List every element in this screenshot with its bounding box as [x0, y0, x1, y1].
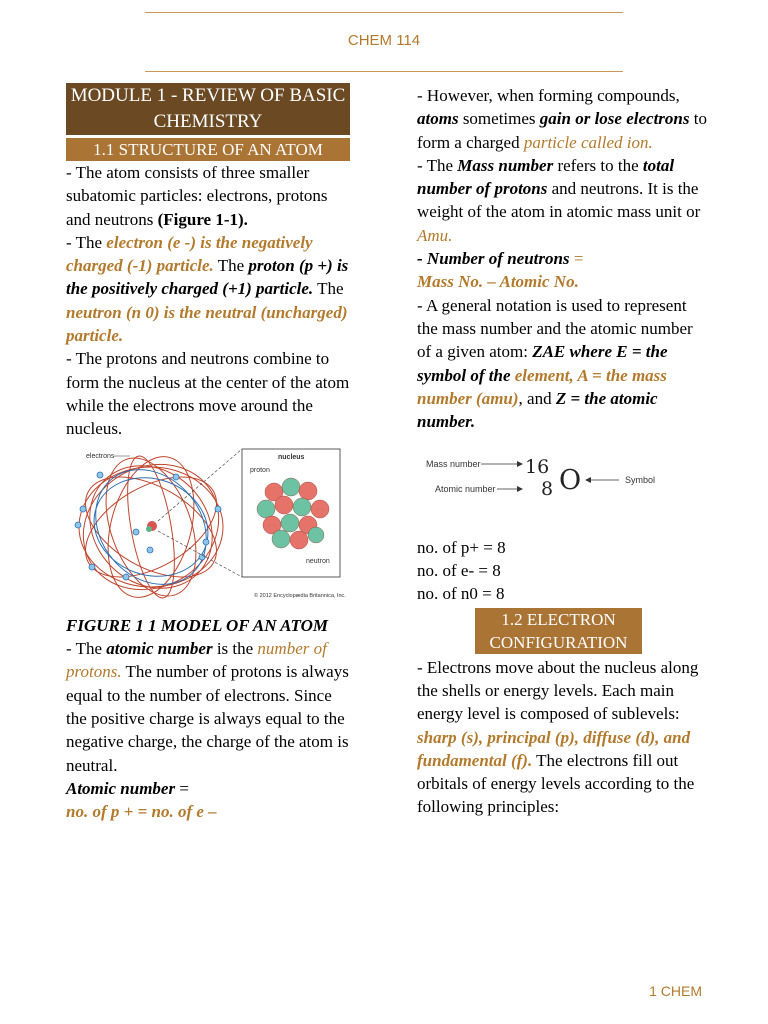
gain-lose-term: gain or lose electrons — [539, 109, 690, 129]
page-header-title: CHEM 114 — [347, 32, 421, 49]
header-rule-top — [145, 12, 623, 13]
paragraph-atomic-number — [66, 637, 356, 777]
text: , and — [518, 388, 556, 408]
paragraph-electron-configuration — [417, 656, 707, 819]
zae-definition: ZAE where E = the symbol of the — [417, 342, 668, 385]
text: The electrons fill out orbitals of energy levels according to the following principles: — [417, 750, 695, 817]
paragraph-atom-particles — [66, 161, 356, 231]
figure-caption: FIGURE 1 1 MODEL OF AN ATOM — [66, 615, 328, 635]
text: to form a charged — [417, 109, 707, 152]
atomic-number-equation-label — [66, 777, 356, 800]
amu-term: Amu. — [417, 225, 453, 245]
symbol-label: Symbol — [625, 475, 656, 486]
text: - The — [66, 232, 107, 252]
total-protons-term: total number of protons — [417, 155, 675, 199]
neutrons-formula: Mass No. – Atomic No. — [417, 272, 579, 292]
count-protons: no. of p+ = 8 — [417, 537, 506, 557]
sublevels-term: sharp (s), principal (p), diffuse (d), and fundamental (f). — [417, 727, 691, 770]
atomic-number-definition: Z = the atomic number. — [417, 388, 658, 432]
atomic-number-term: atomic number — [106, 639, 213, 659]
label-electrons: electrons — [86, 452, 115, 460]
number-of-protons-term: number of protons. — [66, 639, 327, 682]
section-title-electron-configuration: 1.2 ELECTRON CONFIGURATION — [475, 608, 642, 654]
mass-number-label: Mass number — [426, 459, 481, 470]
ion-term: particle called ion. — [523, 132, 653, 152]
label-nucleus: nucleus — [278, 453, 305, 461]
text: is the — [212, 639, 258, 659]
text: The number of protons is always equal to the number of electrons. Since the positive charge is always equal to the negative charge, the charge of the atom is neutral. — [66, 662, 349, 775]
label-neutron: neutron — [306, 557, 330, 565]
mass-number-value: 16 — [525, 456, 550, 479]
equals-sign: = — [175, 778, 189, 798]
text: - The — [417, 155, 458, 175]
label-proton: proton — [250, 466, 270, 474]
nucleus-small — [146, 521, 157, 532]
text: sometimes — [458, 109, 540, 129]
atomic-number-label: Atomic number — [435, 484, 496, 495]
atom-model-figure — [66, 447, 356, 602]
module-title: MODULE 1 - REVIEW OF BASIC CHEMISTRY — [66, 83, 350, 135]
text: - A general notation is used to represent the mass number and the atomic number of a given atom: — [417, 295, 693, 362]
mass-number-term: Mass number — [457, 155, 554, 175]
text: The — [213, 256, 249, 276]
figure-copyright: © 2012 Encyclopædia Britannica, Inc. — [254, 592, 346, 599]
atomic-number-formula: no. of p + = no. of e – — [66, 802, 217, 822]
paragraph-notation — [417, 294, 707, 434]
count-neutrons: no. of n0 = 8 — [417, 584, 505, 604]
paragraph-ions — [417, 84, 707, 154]
section-title-structure-of-atom: 1.1 STRUCTURE OF AN ATOM — [66, 138, 350, 161]
neutron-definition: neutron (n 0) is the neutral (uncharged) particle. — [66, 302, 348, 346]
figure-reference: (Figure 1-1). — [157, 209, 248, 229]
text: - However, when forming compounds, — [417, 86, 680, 105]
right-column — [417, 84, 707, 819]
paragraph-particle-charges — [66, 231, 356, 347]
isotope-notation-figure — [417, 451, 677, 501]
text: - Electrons move about the nucleus along the shells or energy levels. Each main energy level is composed of sublevels: — [417, 657, 699, 724]
text: and neutrons. It is the weight of the atom in atomic mass unit or — [417, 179, 701, 222]
equals-sign: = — [569, 249, 584, 269]
count-electrons: no. of e- = 8 — [417, 561, 501, 581]
text: The — [313, 279, 344, 299]
text: - The atom consists of three smaller subatomic particles: electrons, protons and neutrons — [66, 163, 328, 229]
paragraph-nucleus: - The protons and neutrons combine to form the nucleus at the center of the atom while the electrons move around the nucleus. — [66, 349, 350, 439]
text: - The — [66, 639, 107, 659]
element-mass-definition: element, A = the mass number (amu) — [417, 365, 667, 408]
left-column — [66, 83, 356, 824]
electron-definition: electron (e -) is the negatively charged (-1) particle. — [66, 232, 313, 276]
atomic-number-value: 8 — [541, 478, 554, 501]
atomic-number-label: Atomic number — [66, 778, 176, 798]
text: refers to the — [553, 155, 643, 175]
element-symbol: O — [559, 465, 582, 497]
proton-definition: proton (p +) is the positively charged (+1) particle. — [66, 256, 349, 299]
number-of-neutrons-label: - Number of neutrons — [417, 249, 570, 269]
paragraph-mass-number — [417, 154, 707, 247]
neutrons-equation-label — [417, 247, 707, 270]
page-footer: 1 CHEM — [649, 983, 702, 999]
header-rule-bottom — [145, 71, 623, 72]
atoms-term: atoms — [417, 109, 459, 129]
